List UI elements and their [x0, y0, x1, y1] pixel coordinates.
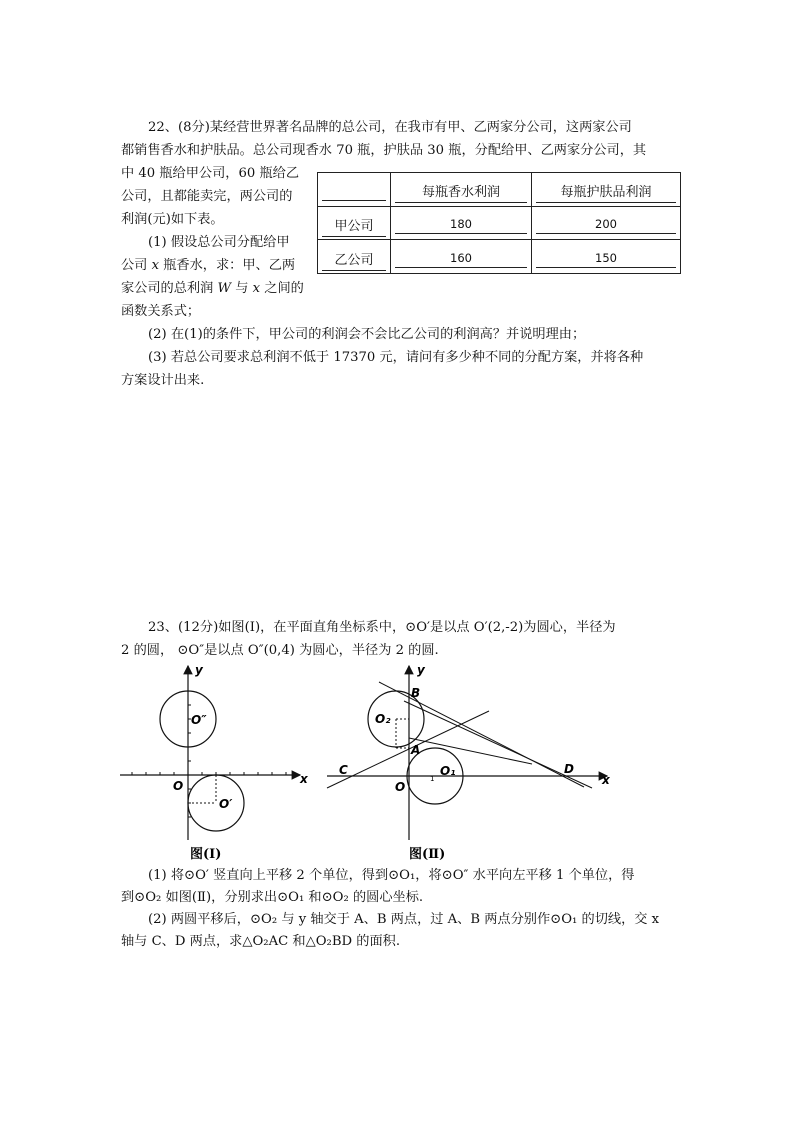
q22-line-4: 公司，且都能卖完，两公司的 — [121, 189, 293, 204]
fig2-caption: 图(Ⅱ) — [409, 847, 446, 862]
q22-part2: (2) 在(1)的条件下，甲公司的利润会不会比乙公司的利润高？并说明理由； — [148, 327, 586, 342]
q22-part1-line-a: (1) 假设总公司分配给甲 — [148, 235, 290, 250]
table-cell: 150 — [532, 240, 681, 274]
label-a: A — [411, 743, 421, 757]
label-o1: O₁ — [440, 764, 456, 778]
q23-part2-line-b: 轴与 C、D 两点，求△O₂AC 和△O₂BD 的面积. — [121, 934, 401, 949]
q23-line-2: 2 的圆， ⊙O″是以点 O″(0,4) 为圆心，半径为 2 的圆. — [121, 643, 439, 658]
q23-line-1: 23、(12分)如图(Ⅰ)，在平面直角坐标系中，⊙O′是以点 O′(2,-2)为圆心，半径为 — [148, 620, 616, 635]
fig2-origin-label: O — [395, 780, 406, 794]
figure-2 — [322, 660, 614, 865]
q22-part3-line-b: 方案设计出来. — [121, 373, 205, 388]
q23-part1-line-a: (1) 将⊙O′ 竖直向上平移 2 个单位，得到⊙O₁，将⊙O″ 水平向左平移 1 个单位，得 — [148, 868, 635, 883]
q22-part1-line-d: 函数关系式； — [121, 304, 201, 319]
q22-part3-line-a: (3) 若总公司要求总利润不低于 17370 元，请问有多少种不同的分配方案，并将各种 — [148, 350, 644, 365]
table-row-label: 甲公司 — [318, 206, 391, 240]
table-row — [318, 240, 681, 274]
fig1-lower-center-label: O′ — [219, 797, 233, 811]
table-cell: 160 — [391, 240, 532, 274]
label-o2: O₂ — [375, 712, 391, 726]
label-b: B — [411, 686, 421, 700]
table-cell: 200 — [532, 206, 681, 240]
tangent-line-through-b — [379, 682, 584, 787]
table-cell — [318, 173, 391, 207]
fig1-upper-center-label: O″ — [191, 713, 207, 727]
fig1-caption: 图(Ⅰ) — [190, 847, 222, 860]
q22-line-5: 利润(元)如下表。 — [121, 212, 224, 227]
fig1-x-label: x — [300, 772, 308, 786]
fig1-y-label: y — [195, 663, 203, 677]
fig2-x-label: x — [602, 773, 610, 787]
q22-line-1: 22、(8分)某经营世界著名品牌的总公司，在我市有甲、乙两家分公司，这两家公司 — [148, 120, 632, 135]
q23-part2-line-a: (2) 两圆平移后，⊙O₂ 与 y 轴交于 A、B 两点，过 A、B 两点分别作⊙O₁ 的切线，交 x — [148, 912, 660, 927]
table-row — [318, 206, 681, 240]
q23-part1-line-b: 到⊙O₂ 如图(Ⅱ)，分别求出⊙O₁ 和⊙O₂ 的圆心坐标. — [121, 890, 424, 905]
q22-part1-line-c: 家公司的总利润 W 与 x 之间的 — [121, 281, 304, 296]
table-row-label: 乙公司 — [318, 240, 391, 274]
label-c: C — [339, 763, 348, 777]
label-dot: 1 — [430, 775, 435, 783]
table-header-row — [318, 173, 681, 207]
table-header-cell: 每瓶护肤品利润 — [532, 173, 681, 207]
profit-table — [317, 172, 681, 274]
table-header-cell: 每瓶香水利润 — [391, 173, 532, 207]
fig1-origin-label: O — [173, 779, 184, 793]
table-cell: 180 — [391, 206, 532, 240]
figure-1 — [115, 660, 320, 860]
q22-part1-line-b: 公司 x 瓶香水，求：甲、乙两 — [121, 258, 296, 273]
fig2-y-label: y — [417, 663, 425, 677]
q22-line-2: 都销售香水和护肤品。总公司现香水 70 瓶，护肤品 30 瓶，分配给甲、乙两家分公司，其 — [121, 143, 647, 158]
q22-line-3: 中 40 瓶给甲公司，60 瓶给乙 — [121, 166, 300, 181]
label-d: D — [564, 762, 574, 776]
